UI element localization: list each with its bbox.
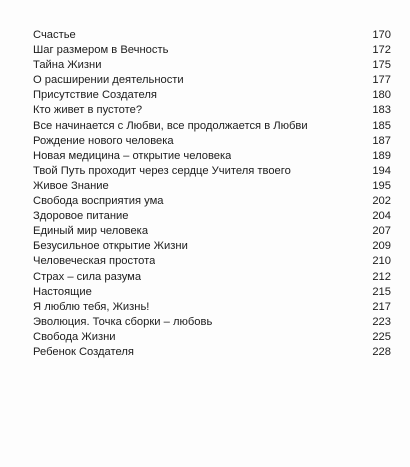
toc-entry-title: Человеческая простота — [33, 255, 156, 268]
toc-entry — [33, 270, 391, 285]
toc-entry — [33, 149, 391, 164]
toc-entry-page-number: 204 — [372, 210, 391, 223]
toc-entry-page-number: 189 — [372, 149, 391, 162]
toc-entry-title: Живое Знание — [33, 179, 109, 192]
toc-entry — [33, 300, 391, 315]
toc-entry-title: Рождение нового человека — [33, 134, 174, 147]
toc-entry-page-number: 172 — [372, 44, 391, 57]
toc-entry-title: Страх – сила разума — [33, 270, 142, 283]
toc-entry-page-number: 177 — [372, 74, 391, 87]
toc-entry-title: Здоровое питание — [33, 210, 129, 223]
toc-entry-title: Ребенок Создателя — [33, 345, 134, 358]
toc-entry-page-number: 217 — [372, 300, 391, 313]
toc-entry-title: Настоящие — [33, 285, 92, 298]
toc-entry — [33, 315, 391, 330]
toc-entry — [33, 103, 391, 118]
toc-entry-page-number: 210 — [372, 255, 391, 268]
toc-entry — [33, 164, 391, 179]
toc-entry-title: Твой Путь проходит через сердце Учителя твоего — [33, 164, 291, 177]
toc-entry-title: Шаг размером в Вечность — [33, 44, 169, 57]
toc-entry-title: Свобода восприятия ума — [33, 195, 164, 208]
toc-entry — [33, 88, 391, 103]
toc-entry-page-number: 225 — [372, 330, 391, 343]
toc-entry — [33, 28, 391, 43]
toc-entry-page-number: 175 — [372, 59, 391, 72]
toc-entry-title: Эволюция. Точка сборки – любовь — [33, 315, 213, 328]
toc-entry-title: Безусильное открытие Жизни — [33, 240, 188, 253]
toc-entry — [33, 43, 391, 58]
toc-entry — [33, 209, 391, 224]
toc-entry-page-number: 187 — [372, 134, 391, 147]
toc-entry-title: Счастье — [33, 29, 76, 41]
toc-entry — [33, 179, 391, 194]
toc-entry-title: Все начинается с Любви, все продолжается в Любви — [33, 119, 308, 132]
table-of-contents — [33, 28, 391, 360]
toc-entry — [33, 345, 391, 360]
toc-entry-title: Свобода Жизни — [33, 330, 116, 343]
toc-entry-page-number: 228 — [372, 345, 391, 358]
toc-entry-page-number: 202 — [372, 195, 391, 208]
toc-entry-page-number: 209 — [372, 240, 391, 253]
toc-entry-title: Присутствие Создателя — [33, 89, 157, 102]
toc-entry-page-number: 212 — [372, 270, 391, 283]
toc-entry — [33, 285, 391, 300]
toc-entry — [33, 224, 391, 239]
toc-entry — [33, 119, 391, 134]
toc-entry — [33, 254, 391, 269]
toc-entry-title: О расширении деятельности — [33, 74, 184, 87]
toc-entry-page-number: 183 — [372, 104, 391, 117]
toc-entry-page-number: 180 — [372, 89, 391, 102]
toc-entry-page-number: 194 — [372, 164, 391, 177]
toc-entry-page-number: 207 — [372, 225, 391, 238]
toc-entry-title: Кто живет в пустоте? — [33, 104, 143, 117]
toc-entry-title: Единый мир человека — [33, 225, 149, 238]
toc-entry-page-number: 195 — [372, 179, 391, 192]
toc-entry-title: Я люблю тебя, Жизнь! — [33, 300, 150, 313]
toc-entry — [33, 134, 391, 149]
toc-entry-page-number: 185 — [372, 119, 391, 132]
toc-entry-title: Новая медицина – открытие человека — [33, 149, 232, 162]
toc-entry — [33, 58, 391, 73]
toc-entry-title: Тайна Жизни — [33, 59, 102, 72]
toc-entry-page-number: 223 — [372, 315, 391, 328]
toc-entry-page-number: 170 — [372, 29, 391, 41]
toc-entry-page-number: 215 — [372, 285, 391, 298]
toc-entry — [33, 194, 391, 209]
toc-entry — [33, 239, 391, 254]
toc-entry — [33, 73, 391, 88]
toc-entry — [33, 330, 391, 345]
